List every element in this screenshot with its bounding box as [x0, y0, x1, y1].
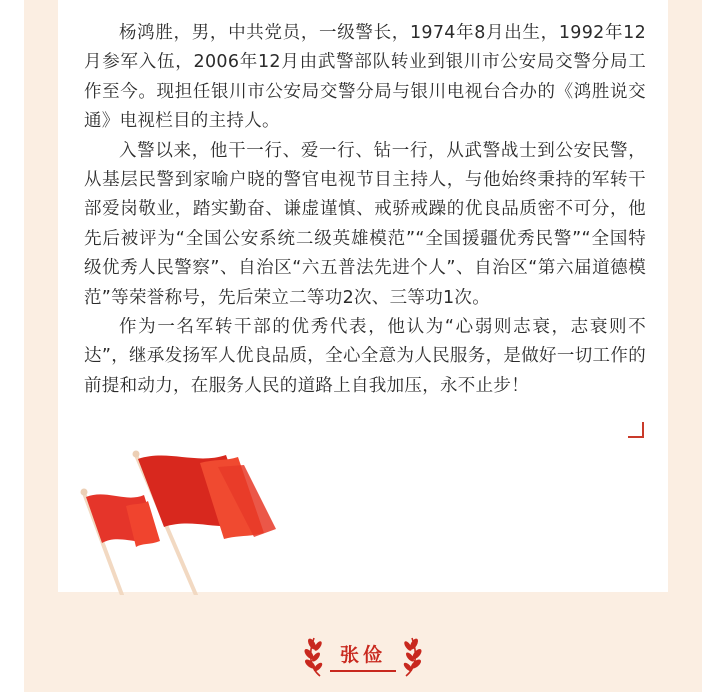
name-underline — [330, 670, 396, 672]
corner-bracket-icon — [628, 422, 644, 438]
biography-paragraph-2: 入警以来，他干一行、爱一行、钻一行，从武警战士到公安民警，从基层民警到家喻户晓的警官电视节目主持人，与他始终秉持的军转干部爱岗敬业，踏实勤奋、谦虚谨慎、戒骄戒躁的优良品质密不可分，他先后被评为“全国公安系统二级英雄模范”“全国援疆优秀民警”“全国特级优秀人民警察”、自治区“六五普法先进个人”、自治区“第六届道德模范”等荣誉称号，先后荣立二等功2次、三等功1次。 — [84, 140, 646, 308]
biography-paragraph-1: 杨鸿胜，男，中共党员，一级警长，1974年8月出生，1992年12月参军入伍，2006年12月由武警部队转业到银川市公安局交警分局工作至今。现担任银川市公安局交警分局与银川电视台合办的《鸿胜说交通》电视栏目的主持人。 — [84, 23, 646, 132]
red-flags-icon — [78, 445, 288, 595]
biography-text — [84, 19, 646, 401]
laurel-right-icon — [398, 632, 422, 678]
biography-paragraph-3: 作为一名军转干部的优秀代表，他认为“心弱则志衰，志衰则不达”，继承发扬军人优良品质，全心全意为人民服务，是做好一切工作的前提和动力，在服务人民的道路上自我加压，永不止步！ — [84, 317, 646, 396]
next-section-header — [300, 630, 426, 682]
next-section-name: 张俭 — [339, 644, 386, 666]
